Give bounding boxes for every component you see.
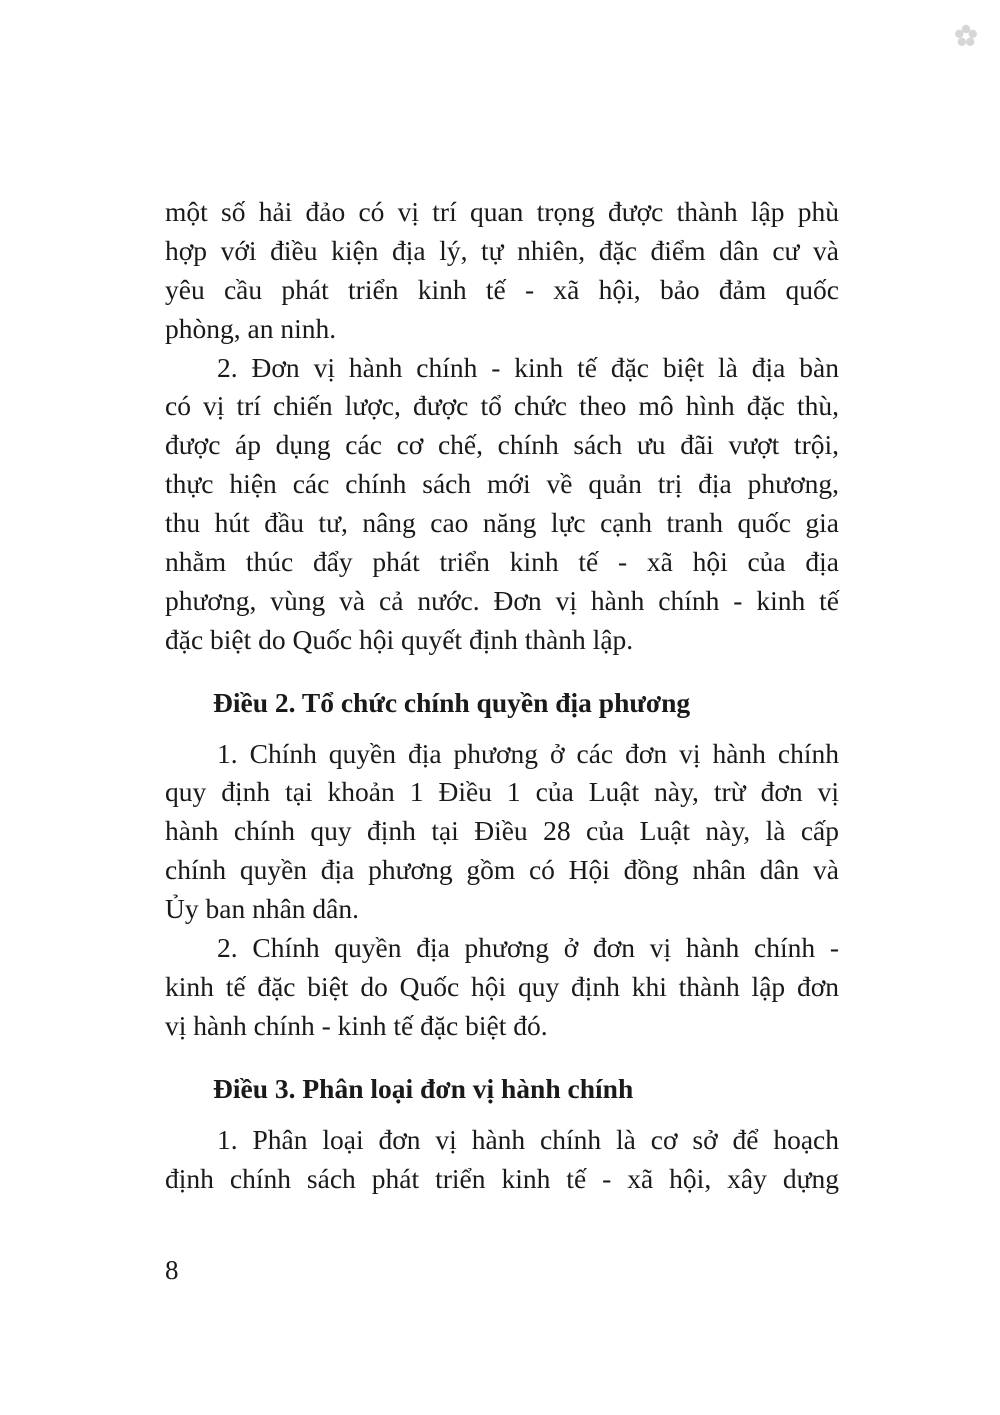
page-body [165, 193, 839, 1198]
text-line: phương, vùng và cả nước. Đơn vị hành chính - kinh tế [165, 584, 839, 616]
text-line: 1. Chính quyền địa phương ở các đơn vị hành chính [217, 737, 839, 769]
article-2-clause-1 [165, 735, 839, 929]
text-line: phòng, an ninh. [165, 312, 337, 344]
text-line: 1. Phân loại đơn vị hành chính là cơ sở để hoạch [217, 1123, 839, 1155]
text-line: kinh tế đặc biệt do Quốc hội quy định khi thành lập đơn [165, 970, 839, 1002]
text-line: được áp dụng các cơ chế, chính sách ưu đãi vượt trội, [165, 429, 839, 461]
text-line: thu hút đầu tư, nâng cao năng lực cạnh tranh quốc gia [165, 507, 839, 539]
text-line: có vị trí chiến lược, được tổ chức theo mô hình đặc thù, [165, 390, 839, 422]
text-line: Ủy ban nhân dân. [165, 893, 359, 925]
page-number: 8 [165, 1255, 179, 1285]
article-3-heading: Điều 3. Phân loại đơn vị hành chính [213, 1072, 634, 1104]
text-line: hành chính quy định tại Điều 28 của Luật này, là cấp [165, 815, 839, 847]
text-line: thực hiện các chính sách mới về quản trị địa phương, [165, 468, 839, 500]
article-2-heading: Điều 2. Tổ chức chính quyền địa phương [213, 686, 691, 718]
text-line: quy định tại khoản 1 Điều 1 của Luật này, trừ đơn vị [165, 776, 839, 808]
continuation-paragraph [165, 193, 839, 349]
text-line: hợp với điều kiện địa lý, tự nhiên, đặc điểm dân cư và [165, 234, 839, 266]
text-line: 2. Đơn vị hành chính - kinh tế đặc biệt là địa bàn [217, 351, 839, 383]
text-line: đặc biệt do Quốc hội quyết định thành lập. [165, 623, 634, 655]
text-line: nhằm thúc đẩy phát triển kinh tế - xã hội của địa [165, 546, 839, 578]
article-2-clause-2 [165, 929, 839, 1046]
text-line: chính quyền địa phương gồm có Hội đồng nhân dân và [165, 854, 839, 886]
text-line: một số hải đảo có vị trí quan trọng được thành lập phù [165, 196, 839, 227]
article-3-clause-1 [165, 1121, 839, 1199]
text-line: định chính sách phát triển kinh tế - xã hội, xây dựng [165, 1162, 839, 1194]
text-line: 2. Chính quyền địa phương ở đơn vị hành chính - [217, 932, 839, 964]
text-line: yêu cầu phát triển kinh tế - xã hội, bảo đảm quốc [165, 273, 839, 305]
clause-2-paragraph [165, 349, 839, 660]
text-line: vị hành chính - kinh tế đặc biệt đó. [165, 1009, 548, 1041]
flower-watermark-icon [953, 23, 979, 49]
